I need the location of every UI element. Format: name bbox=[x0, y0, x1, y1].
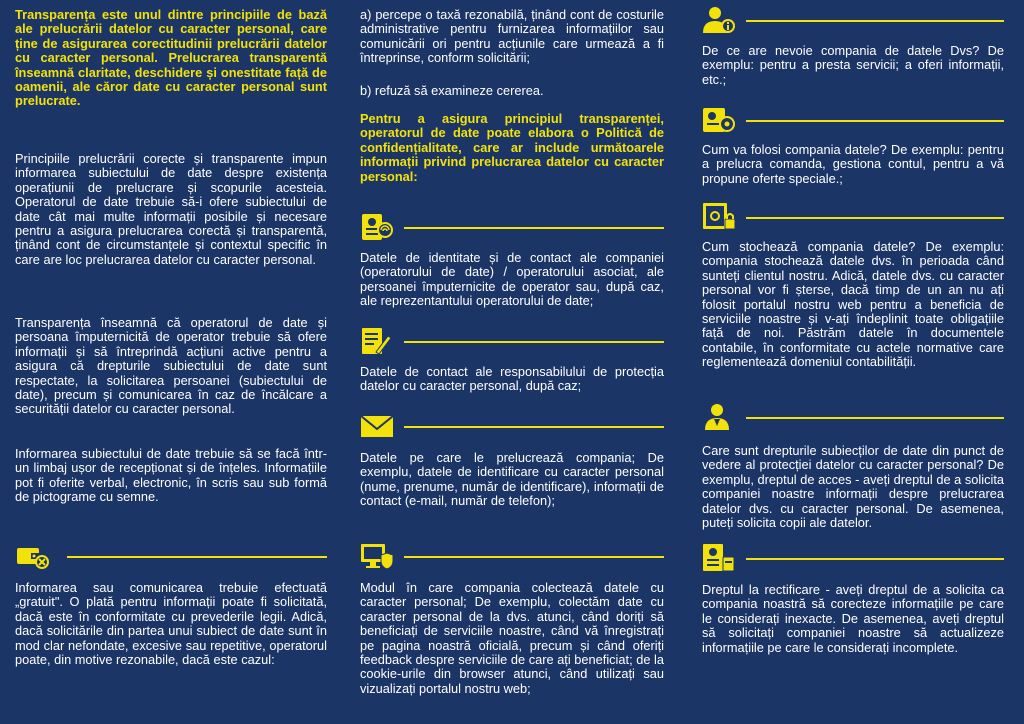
section-divider bbox=[360, 541, 664, 571]
safe-lock-icon bbox=[702, 202, 736, 232]
paragraph-language: Informarea subiectului de date trebuie să se facă într-un limbaj ușor de recepționat și de înțeles. Informațiile pot fi oferite verbal, electronic, în scris sau sub formă de pictograme cu semne. bbox=[15, 446, 327, 505]
section-divider bbox=[360, 326, 664, 356]
id-card-fingerprint-icon bbox=[360, 212, 394, 242]
item-b-refuse: b) refuză să examineze cererea. bbox=[360, 83, 544, 98]
user-info-icon bbox=[702, 5, 736, 35]
document-pen-icon bbox=[360, 326, 394, 356]
section-divider bbox=[702, 543, 1004, 573]
paragraph-transparency: Transparența înseamnă că operatorul de date și persoana împuternicită de operator trebuie să ofere informații și să întreprindă acțiuni active pentru a asigura că drepturile subiectului de date sunt respectate, la solicitarea persoanei (subiectului de date), precum și comunicarea în caz de încălcare a securității datelor cu caracter personal. bbox=[15, 315, 327, 417]
section-divider bbox=[702, 202, 1004, 232]
section-divider bbox=[702, 402, 1004, 432]
section-divider bbox=[702, 5, 1004, 35]
section-dpo-text: Datele de contact ale responsabilului de protecția datelor cu caracter personal, după caz; bbox=[360, 364, 664, 394]
section-divider bbox=[702, 105, 1004, 135]
intro-highlight: Transparența este unul dintre principiile de bază ale prelucrării datelor cu caracter personal, care ține de asigurarea corectitudinii prelucrării datelor cu caracter personal. Prelucrarea transparentă înseamnă claritate, deschidere și onestitate față de oamenii, ale căror date cu caracter personal sunt prelucrate. bbox=[15, 7, 327, 109]
section-rectification-text: Dreptul la rectificare - aveți dreptul de a solicita ca compania noastră să corecteze informațiile pe care le considerați inexacte. De asemenea, aveți dreptul să solicitați companiei noastre să actualizeze informațiile pe care le considerați incomplete. bbox=[702, 582, 1004, 655]
item-a-fee: a) percepe o taxă rezonabilă, ținând cont de costurile administrative pentru furnizarea informațiilor sau comunicării ori pentru acțiunile care urmează a fi întreprinse, conform solicitării; bbox=[360, 7, 664, 66]
section-usage-text: Cum va folosi compania datele? De exemplu: pentru a prelucra comanda, gestiona contul, pentru a vă propune oferte speciale.; bbox=[702, 142, 1004, 186]
section-storage-text: Cum stochează compania datele? De exemplu: compania stochează datele dvs. în perioada când sunteți clientul nostru. Adică, datele dvs. cu caracter personal vor fi șterse, dacă timp de un an nu ați folosit portalul nostru web pentru a beneficia de serviciile noastre și v-ați îndeplinit toate obligațiile față de noi. Păstrăm datele în documentele contabile, în conformitate cu actele normative care reglementează domeniul contabilității. bbox=[702, 239, 1004, 370]
section-divider bbox=[360, 411, 664, 441]
paragraph-free-of-charge: Informarea sau comunicarea trebuie efectuată „gratuit". O plată pentru informații poate fi solicitată, dacă este în conformitate cu prevederile legii. Adică, dacă solicitările din partea unui subiect de date sunt în mod clar nefondate, excesive sau repetitive, operatorul poate, din motive rezonabile, dacă este cazul: bbox=[15, 580, 327, 668]
section-divider bbox=[15, 541, 327, 571]
privacy-policy-intro: Pentru a asigura principiul transparenței, operatorul de date poate elabora o Politică de confidențialitate, care ar include următoarele informații privind prelucrarea datelor cu caracter personal: bbox=[360, 111, 664, 184]
wallet-no-fee-icon bbox=[15, 541, 49, 571]
section-rights-text: Care sunt drepturile subiecților de date din punct de vedere al protecției datelor cu caracter personal? De exemplu, dreptul de acces - aveți dreptul de a solicita companiei noastre informații despre prelucrarea datelor dvs. cu caracter personal. De asemenea, puteți solicita copii ale datelor. bbox=[702, 443, 1004, 531]
paragraph-fair-processing: Principiile prelucrării corecte și transparente impun informarea subiectului de date despre existența operațiunii de prelucrare și scopurile acesteia. Operatorul de date trebuie să-i ofere subiectului de date cât mai multe informații posibile și necesare pentru a asigura prelucrarea corectă și transparentă, ținând cont de circumstanțele și contextul specific în care are loc prelucrarea datelor cu caracter personal. bbox=[15, 151, 327, 267]
section-identity-text: Datele de identitate și de contact ale companiei (operatorului de date) / operatorului asociat, ale persoanei împuternicite de operator sau, după caz, ale reprezentantului operatorului de date; bbox=[360, 250, 664, 309]
envelope-icon bbox=[360, 411, 394, 441]
id-card-gear-icon bbox=[702, 105, 736, 135]
document-user-icon bbox=[702, 543, 736, 573]
section-data-processed-text: Datele pe care le prelucrează compania; De exemplu, datele de identificare cu caracter personal (nume, prenume, număr de identificare), informații de contact (e-mail, număr de telefon); bbox=[360, 450, 664, 509]
user-rights-icon bbox=[702, 402, 736, 432]
section-divider bbox=[360, 212, 664, 242]
monitor-shield-icon bbox=[360, 541, 394, 571]
section-why-text: De ce are nevoie compania de datele Dvs? De exemplu: pentru a presta servicii; a oferi informații, etc.; bbox=[702, 43, 1004, 87]
section-collection-text: Modul în care compania colectează datele cu caracter personal; De exemplu, colectăm date cu caracter personal de la dvs. atunci, când doriți să beneficiați de serviciile noastre, când vă înregistrați pe pagina noastră oficială, precum și când oferiți feedback despre serviciile de care ați beneficiat; de la cookie-urile din browser atunci, când utilizați sau vizualizați portalul nostru web; bbox=[360, 580, 664, 696]
